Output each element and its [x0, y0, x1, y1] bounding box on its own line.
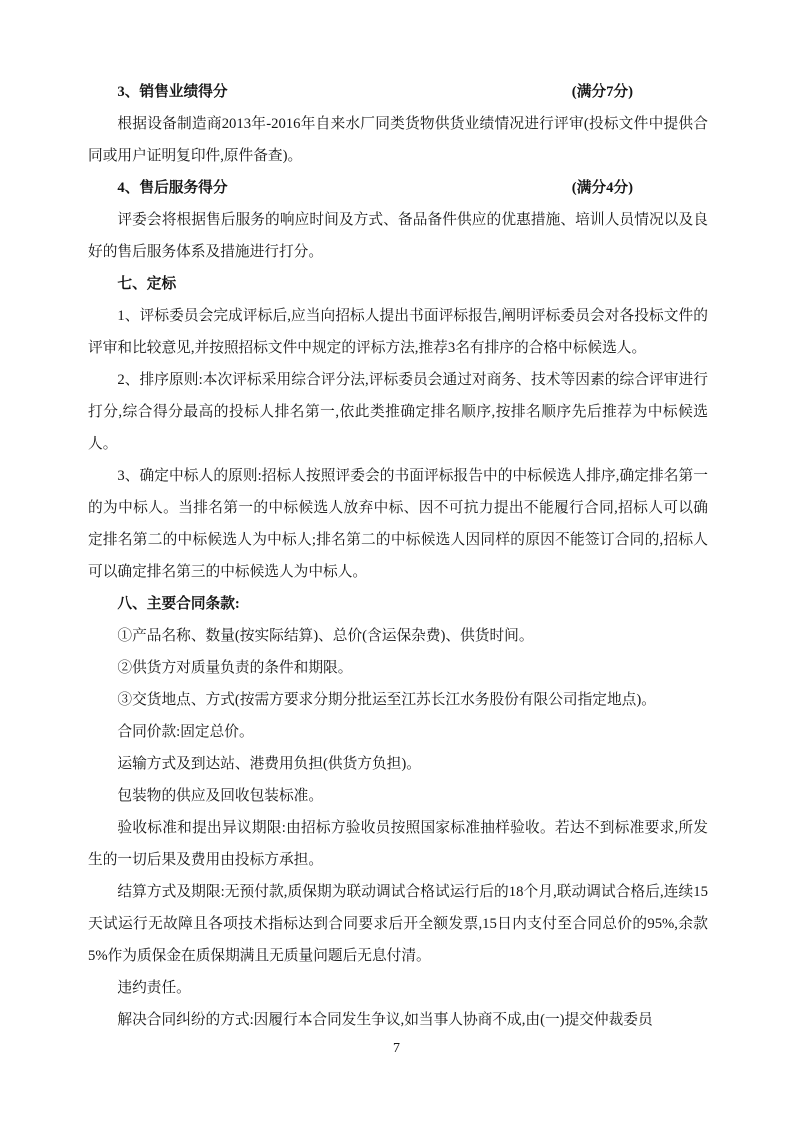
- heading-section-eight-contract-terms: 八、主要合同条款:: [117, 596, 240, 612]
- paragraph-sales-basis: 根据设备制造商2013年-2016年自来水厂同类货物供货业绩情况进行评审(投标文件中提供合同或用户证明复印件,原件备查)。: [88, 116, 708, 164]
- heading-after-sales-service-label: 4、售后服务得分: [117, 180, 228, 196]
- heading-sales-performance-maxscore: (满分7分): [571, 84, 633, 100]
- paragraph-dispute-resolution: 解决合同纠纷的方式:因履行本合同发生争议,如当事人协商不成,由(一)提交仲裁委员: [117, 1012, 653, 1028]
- paragraph-contract-item-product: ①产品名称、数量(按实际结算)、总价(含运保杂费)、供货时间。: [117, 628, 534, 644]
- heading-sales-performance-score: [88, 76, 708, 108]
- paragraph-breach-liability: 违约责任。: [117, 980, 191, 996]
- paragraph-payment-terms: 结算方式及期限:无预付款,质保期为联动调试合格试运行后的18个月,联动调试合格后,连续15天试运行无故障且各项技术指标达到合同要求后开全额发票,15日内支付至合同总价的95%,余款5%作为质保金在质保期满且无质量问题后无息付清。: [88, 884, 708, 964]
- paragraph-service-basis: 评委会将根据售后服务的响应时间及方式、备品备件供应的优惠措施、培训人员情况以及良好的售后服务体系及措施进行打分。: [88, 212, 708, 260]
- paragraph-contract-item-delivery: ③交货地点、方式(按需方要求分期分批运至江苏长江水务股份有限公司指定地点)。: [117, 692, 656, 708]
- paragraph-packaging: 包装物的供应及回收包装标准。: [117, 788, 324, 804]
- paragraph-award-ranking-principle: 2、排序原则:本次评标采用综合评分法,评标委员会通过对商务、技术等因素的综合评审进行打分,综合得分最高的投标人排名第一,依此类推确定排名顺序,按排名顺序先后推荐为中标候选人。: [88, 372, 708, 452]
- heading-after-sales-service-maxscore: (满分4分): [571, 180, 633, 196]
- document-body: [88, 76, 708, 1036]
- paragraph-award-winner-principle: 3、确定中标人的原则:招标人按照评委会的书面评标报告中的中标候选人排序,确定排名第一的为中标人。当排名第一的中标候选人放弃中标、因不可抗力提出不能履行合同,招标人可以确定排名第二的中标候选人为中标人;排名第二的中标候选人因同样的原因不能签订合同的,招标人可以确定排名第三的中标候选人为中标人。: [88, 468, 708, 580]
- paragraph-acceptance-standard: 验收标准和提出异议期限:由招标方验收员按照国家标准抽样验收。若达不到标准要求,所发生的一切后果及费用由投标方承担。: [88, 820, 708, 868]
- heading-section-seven-award: 七、定标: [117, 276, 177, 292]
- paragraph-contract-price: 合同价款:固定总价。: [117, 724, 254, 740]
- paragraph-award-report: 1、评标委员会完成评标后,应当向招标人提出书面评标报告,阐明评标委员会对各投标文件的评审和比较意见,并按照招标文件中规定的评标方法,推荐3名有排序的合格中标候选人。: [88, 308, 708, 356]
- page-number: 7: [393, 1041, 400, 1056]
- heading-after-sales-service-score: [88, 172, 708, 204]
- paragraph-contract-item-quality: ②供货方对质量负责的条件和期限。: [117, 660, 353, 676]
- heading-sales-performance-label: 3、销售业绩得分: [117, 84, 228, 100]
- paragraph-transport-cost: 运输方式及到达站、港费用负担(供货方负担)。: [117, 756, 421, 772]
